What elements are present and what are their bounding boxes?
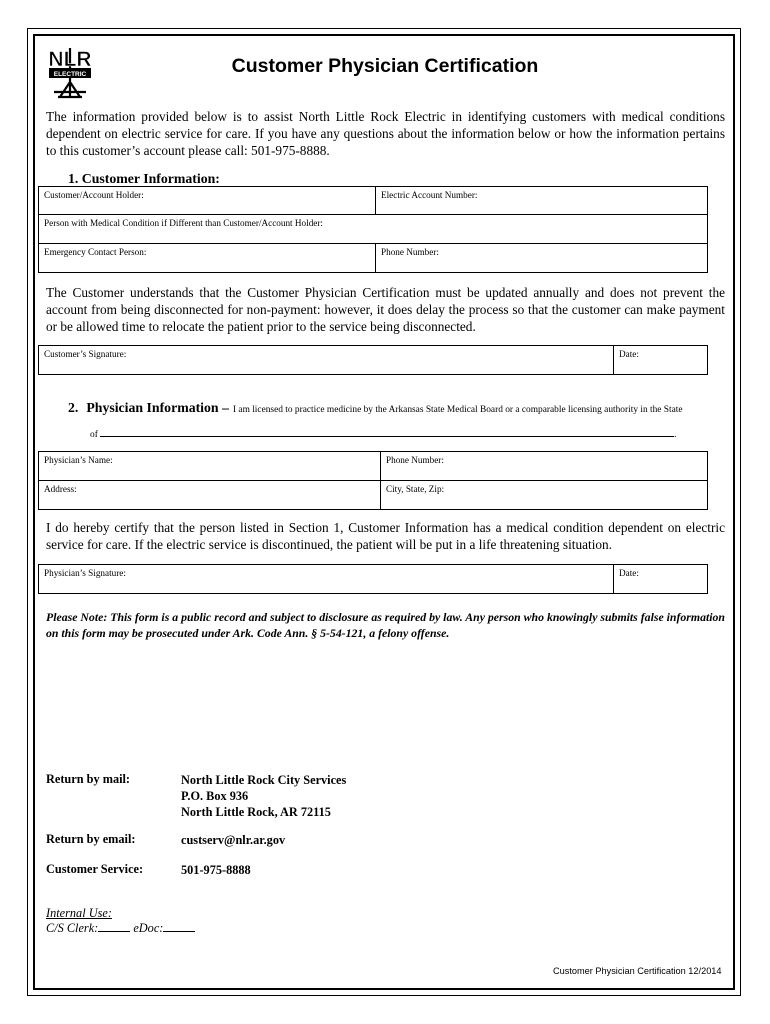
customer-signature-field[interactable]: Customer’s Signature: bbox=[39, 346, 614, 375]
customer-signature-table bbox=[38, 345, 708, 375]
section1-heading: 1. Customer Information: bbox=[68, 171, 220, 186]
state-line: of . bbox=[90, 427, 677, 440]
customer-date-field[interactable]: Date: bbox=[614, 346, 708, 375]
intro-paragraph: The information provided below is to assist North Little Rock Electric in identifying customers with medical conditions dependent on electric service for care. If you have any questions about the information below or how the information pertains to this customer’s account please call: 501-975-8888. bbox=[46, 109, 725, 158]
legal-note: Please Note: This form is a public record and subject to disclosure as required by law. Any person who knowingly submits false information on this form may be prosecuted under Ark. Code Ann. § 5-54-121, a felony offense. bbox=[46, 610, 725, 640]
logo-top-text: NLR bbox=[48, 48, 92, 71]
emergency-contact-field[interactable]: Emergency Contact Person: bbox=[39, 244, 376, 273]
physician-signature-field[interactable]: Physician’s Signature: bbox=[39, 565, 614, 594]
physician-signature-table bbox=[38, 564, 708, 594]
physician-date-field[interactable]: Date: bbox=[614, 565, 708, 594]
account-holder-field[interactable]: Customer/Account Holder: bbox=[39, 187, 376, 215]
customer-info-table bbox=[38, 186, 708, 273]
mail-line-2: P.O. Box 936 bbox=[181, 789, 249, 803]
return-mail-label: Return by mail: bbox=[46, 772, 131, 786]
page-title: Customer Physician Certification bbox=[231, 55, 539, 77]
physician-phone-field[interactable]: Phone Number: bbox=[381, 452, 708, 481]
section2-heading: 2. Physician Information – I am licensed to practice medicine by the Arkansas State Medical Board or a comparable licensing authority in the State bbox=[68, 400, 683, 415]
understanding-paragraph: The Customer understands that the Customer Physician Certification must be updated annually and does not prevent the account from being disconnected for non-payment: however, it does delay the process so that the customer can make payment or be allowed time to relocate the patient prior to the service being disconnected. bbox=[46, 285, 725, 334]
internal-use-line: C/S Clerk: eDoc: bbox=[46, 921, 195, 936]
return-email-label: Return by email: bbox=[46, 832, 136, 846]
internal-use-block bbox=[46, 906, 195, 936]
certify-paragraph: I do hereby certify that the person listed in Section 1, Customer Information has a medical condition dependent on electric service for care. If the electric service is discontinued, the patient will be put in a life threatening situation. bbox=[46, 520, 725, 552]
medical-person-field[interactable]: Person with Medical Condition if Different than Customer/Account Holder: bbox=[39, 215, 708, 244]
logo-band-text: ELECTRIC bbox=[53, 71, 87, 78]
state-input-line[interactable] bbox=[100, 427, 674, 437]
customer-service-phone: 501-975-8888 bbox=[181, 863, 251, 877]
clerk-input-line[interactable] bbox=[98, 921, 130, 932]
physician-info-table bbox=[38, 451, 708, 510]
internal-use-heading: Internal Use: bbox=[46, 906, 112, 920]
physician-name-field[interactable]: Physician’s Name: bbox=[39, 452, 381, 481]
account-number-field[interactable]: Electric Account Number: bbox=[376, 187, 708, 215]
customer-service-label: Customer Service: bbox=[46, 862, 144, 876]
physician-city-state-zip-field[interactable]: City, State, Zip: bbox=[381, 481, 708, 510]
footer-text: Customer Physician Certification 12/2014 bbox=[553, 966, 722, 976]
return-email-link[interactable]: custserv@nlr.ar.gov bbox=[181, 833, 286, 847]
edoc-input-line[interactable] bbox=[163, 921, 195, 932]
mail-address bbox=[181, 772, 346, 820]
physician-address-field[interactable]: Address: bbox=[39, 481, 381, 510]
mail-line-1: North Little Rock City Services bbox=[181, 773, 347, 787]
customer-phone-field[interactable]: Phone Number: bbox=[376, 244, 708, 273]
mail-line-3: North Little Rock, AR 72115 bbox=[181, 805, 331, 819]
